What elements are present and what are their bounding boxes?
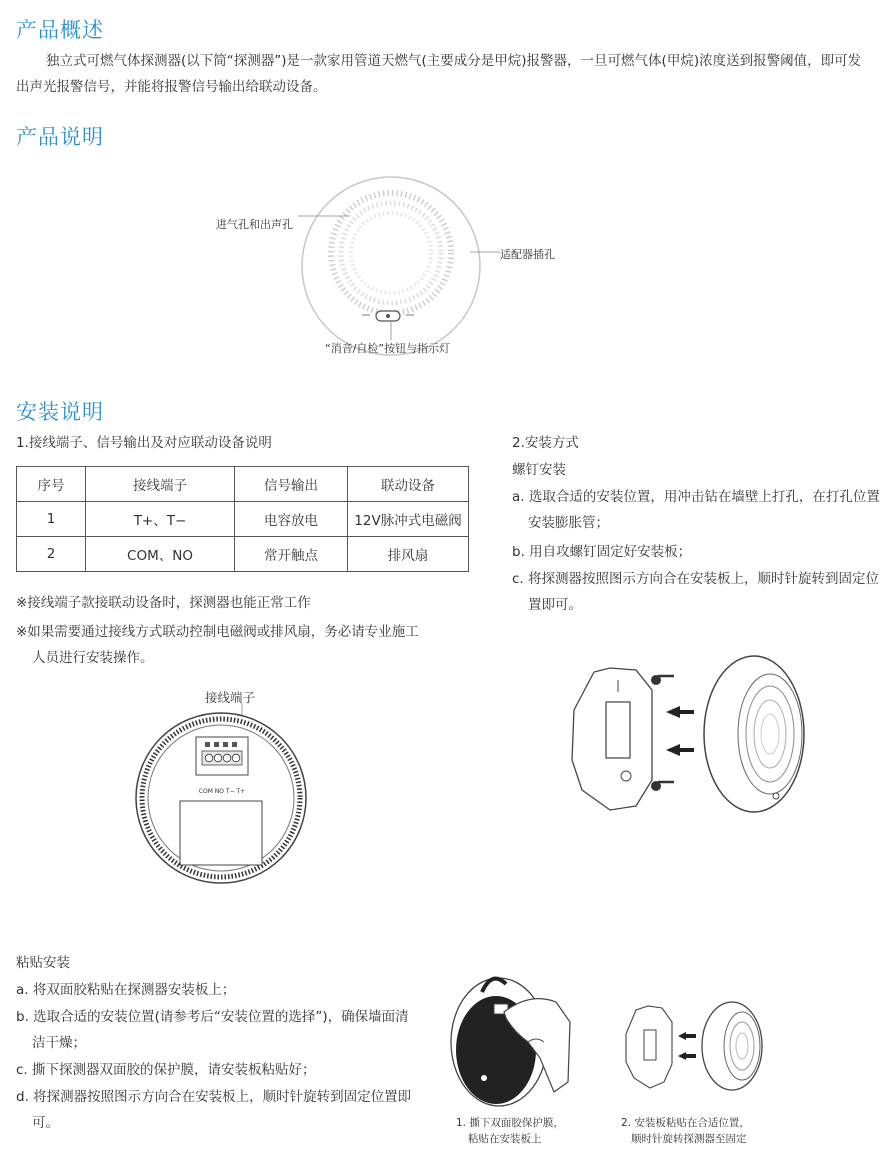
- wiring-table: [16, 466, 469, 572]
- vents-leader-line: [290, 210, 370, 222]
- description-title: 产品说明: [16, 125, 104, 149]
- adhesive-step-a: a. 将双面胶粘贴在探测器安装板上；: [16, 982, 236, 998]
- adhesive-caption-2-line2: 顺时针旋转探测器至固定: [631, 1133, 747, 1145]
- detector-back-diagram: [134, 711, 308, 885]
- adhesive-step-b: b. 选取合适的安装位置(请参考后“安装位置的选择”)，确保墙面清洁干燥；: [16, 1009, 409, 1051]
- adhesive-caption-2-line1: 2. 安装板粘贴在合适位置，: [621, 1117, 750, 1129]
- adhesive-title: 粘贴安装: [16, 955, 70, 971]
- table-header-cell: 接线端子: [86, 467, 235, 502]
- screw-step-a: a. 选取合适的安装位置，用冲击钻在墙壁上打孔，在打孔位置安装膨胀管；: [512, 489, 880, 531]
- label-adapter: 适配器插孔: [500, 248, 555, 261]
- button-leader-line: [385, 320, 397, 342]
- wiring-note-1: ※接线端子款接联动设备时，探测器也能正常工作: [16, 595, 311, 611]
- table-row: [17, 502, 469, 537]
- overview-title: 产品概述: [16, 18, 104, 42]
- table-cell: 2: [17, 537, 86, 572]
- adhesive-caption-1-line1: 1. 撕下双面胶保护膜，: [456, 1117, 564, 1129]
- label-button: “消音/自检”按钮与指示灯: [325, 342, 451, 355]
- table-cell: 常开触点: [235, 537, 348, 572]
- wiring-heading: 1.接线端子、信号输出及对应联动设备说明: [16, 435, 272, 451]
- table-header-cell: 序号: [17, 467, 86, 502]
- overview-body: 独立式可燃气体探测器(以下简“探测器”)是一款家用管道天燃气(主要成分是甲烷)报警器，一旦可燃气体(甲烷)浓度送到报警阈值，即可发出声光报警信号，并能将报警信号输出给联动设备。: [16, 53, 862, 95]
- terminal-label: 接线端子: [205, 690, 256, 705]
- adhesive-step2-diagram: [624, 998, 774, 1094]
- screw-install-diagram: [566, 650, 806, 820]
- table-row: [17, 537, 469, 572]
- table-cell: 1: [17, 502, 86, 537]
- wiring-note-2: ※如果需要通过接线方式联动控制电磁阀或排风扇，务必请专业施工人员进行安装操作。: [16, 624, 419, 666]
- table-cell: 排风扇: [348, 537, 469, 572]
- table-cell: 12V脉冲式电磁阀: [348, 502, 469, 537]
- adhesive-step-c: c. 撕下探测器双面胶的保护膜，请安装板粘贴好；: [16, 1062, 316, 1078]
- method-heading: 2.安装方式: [512, 435, 579, 451]
- terminal-marks: COM NO T− T+: [198, 788, 246, 795]
- adhesive-step-d: d. 将探测器按照图示方向合在安装板上，顺时针旋转到固定位置即可。: [16, 1089, 412, 1131]
- table-cell: 电容放电: [235, 502, 348, 537]
- screw-step-c: c. 将探测器按照图示方向合在安装板上，顺时针旋转到固定位置即可。: [512, 571, 880, 613]
- table-header-cell: 信号输出: [235, 467, 348, 502]
- table-header-cell: 联动设备: [348, 467, 469, 502]
- adhesive-caption-1-line2: 粘贴在安装板上: [468, 1133, 542, 1145]
- table-cell: COM、NO: [86, 537, 235, 572]
- table-cell: T+、T−: [86, 502, 235, 537]
- label-vents: 进气孔和出声孔: [216, 218, 293, 231]
- adhesive-step1-diagram: [444, 962, 574, 1112]
- screw-step-b: b. 用自攻螺钉固定好安装板；: [512, 544, 692, 560]
- screw-title: 螺钉安装: [512, 462, 566, 478]
- table-header-row: [17, 467, 469, 502]
- install-title: 安装说明: [16, 400, 104, 424]
